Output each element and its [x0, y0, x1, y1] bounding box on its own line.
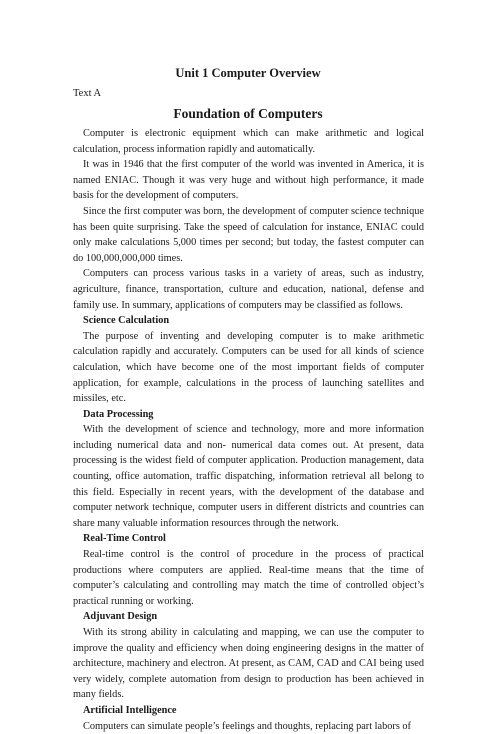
article-title: Foundation of Computers	[173, 106, 323, 121]
section-paragraph: With its strong ability in calculating and mapping, we can use the computer to improve the quality and efficiency when doing engineering designs in the matter of architecture, machinery and electron. At present, as CAM, CAD and CAI being used very widely, complete automation from design to production has been achieved in many fields.	[73, 627, 424, 701]
section-heading-science-calculation: Science Calculation	[83, 315, 170, 327]
paragraph: Computer is electronic equipment which can make arithmetic and logical calculation, process information rapidly and automatically.	[73, 128, 424, 155]
section-paragraph: The purpose of inventing and developing computer is to make arithmetic calculation rapidly and accurately. Computers can be used for all kinds of science calculation, which have become one of the most important fields of computer application, for example, calculations in the process of launching satellites and missiles, etc.	[73, 330, 424, 405]
paragraph: It was in 1946 that the first computer of the world was invented in America, it is named ENIAC. Though it was very huge and without high performance, it made basis for the development of computers.	[73, 159, 424, 202]
section-paragraph: With the development of science and technology, more and more information including numerical data and non- numerical data comes out. At present, data processing is the widest field of computer application. Production management, data counting, office automation, traffic dispatching, information retrieval all belong to this field. Especially in recent years, with the development of the database and computer network technique, computer users in different districts and countries can share many valuable information resources through the network.	[73, 424, 424, 529]
unit-title: Unit 1 Computer Overview	[175, 66, 321, 80]
text-label: Text A	[73, 88, 102, 99]
section-heading-data-processing: Data Processing	[83, 408, 154, 420]
paragraph: Since the first computer was born, the development of computer science technique has been quite surprising. Take the speed of calculation for instance, ENIAC could only make calculations 5,000 times per second; but today, the fastest computer can do 100,000,000,000 times.	[73, 205, 424, 264]
section-paragraph: Computers can simulate people’s feelings and thoughts, replacing part labors of	[83, 720, 411, 732]
section-paragraph: Real-time control is the control of procedure in the process of practical productions where computers are applied. Real-time means that the time of computer’s calculating and controlling may match the time of controlled object’s practical running or working.	[73, 549, 424, 607]
paragraph: Computers can process various tasks in a variety of areas, such as industry, agriculture, finance, transportation, culture and education, national, defense and family use. In summary, applications of computers may be classified as follows.	[73, 268, 424, 311]
section-heading-real-time-control: Real-Time Control	[83, 533, 166, 545]
section-heading-adjuvant-design: Adjuvant Design	[83, 611, 158, 623]
section-heading-artificial-intelligence: Artificial Intelligence	[83, 704, 177, 716]
article-body	[73, 126, 424, 734]
